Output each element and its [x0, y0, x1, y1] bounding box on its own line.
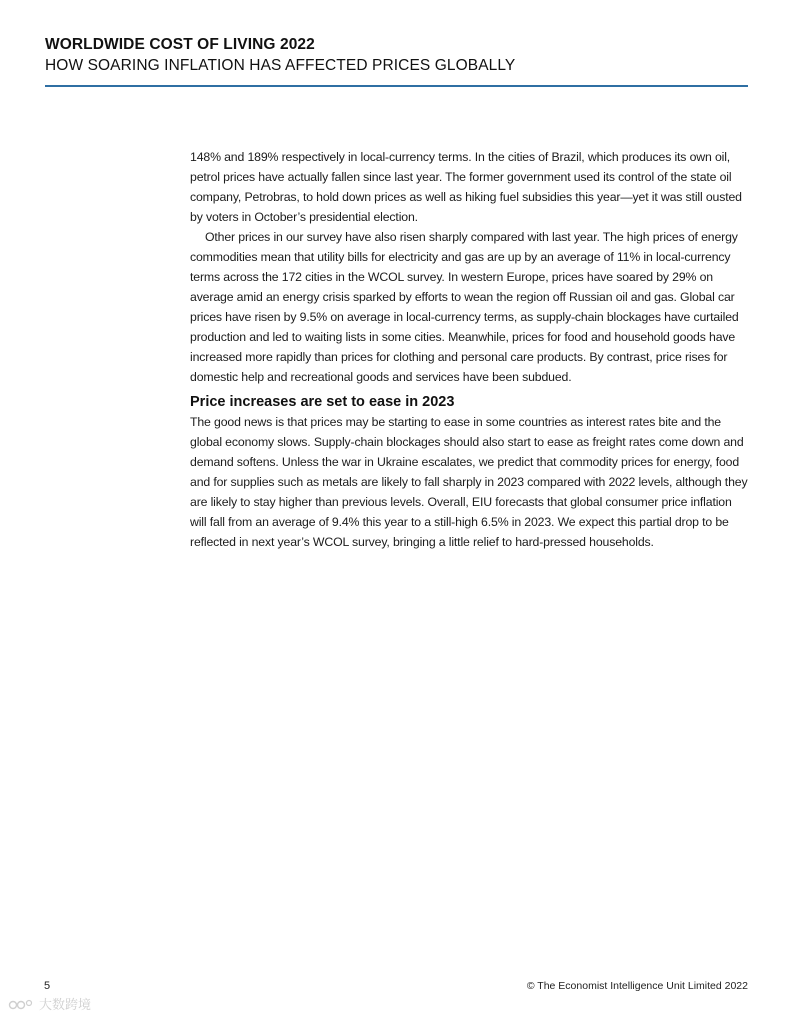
report-title: WORLDWIDE COST OF LIVING 2022: [45, 36, 315, 53]
report-subtitle: HOW SOARING INFLATION HAS AFFECTED PRICES GLOBALLY: [45, 57, 516, 74]
paragraph: Other prices in our survey have also risen sharply compared with last year. The high prices of energy commodities mean that utility bills for electricity and gas are up by an average of 11% in local-currency terms across the 172 cities in the WCOL survey. In western Europe, prices have soared by 29% on average amid an energy crisis sparked by efforts to wean the region off Russian oil and gas. Global car prices have risen by 9.5% on average in local-currency terms, as supply-chain blockages have curtailed production and led to waiting lists in some cities. Meanwhile, prices for food and household goods have increased more rapidly than prices for clothing and personal care products. By contrast, price rises for domestic help and recreational goods and services have been subdued.: [190, 230, 739, 384]
watermark-text: 大数跨境: [39, 997, 92, 1012]
paragraph: 148% and 189% respectively in local-currency terms. In the cities of Brazil, which produces its own oil, petrol prices have actually fallen since last year. The former government used its control of the state oil company, Petrobras, to hold down prices as well as hiking fuel subsidies this year—yet it was still ousted by voters in October’s presidential election.: [190, 150, 742, 224]
page-number: 5: [44, 980, 51, 992]
copyright-notice: © The Economist Intelligence Unit Limited 2022: [526, 980, 748, 992]
section-heading: Price increases are set to ease in 2023: [190, 394, 455, 410]
header-divider: [45, 85, 748, 87]
body-text: [190, 147, 750, 552]
watermark-logo-icon: [8, 997, 36, 1011]
watermark: [8, 994, 91, 1013]
page-header: [45, 35, 748, 77]
paragraph: The good news is that prices may be starting to ease in some countries as interest rates bite and the global economy slows. Supply-chain blockages should also start to ease as freight rates come down and demand softens. Unless the war in Ukraine escalates, we predict that commodity prices for energy, food and for supplies such as metals are likely to fall sharply in 2023 compared with 2022 levels, although they are likely to stay higher than previous levels. Overall, EIU forecasts that global consumer price inflation will fall from an average of 9.4% this year to a still-high 6.5% in 2023. We expect this partial drop to be reflected in next year’s WCOL survey, bringing a little relief to hard-pressed households.: [190, 415, 748, 549]
